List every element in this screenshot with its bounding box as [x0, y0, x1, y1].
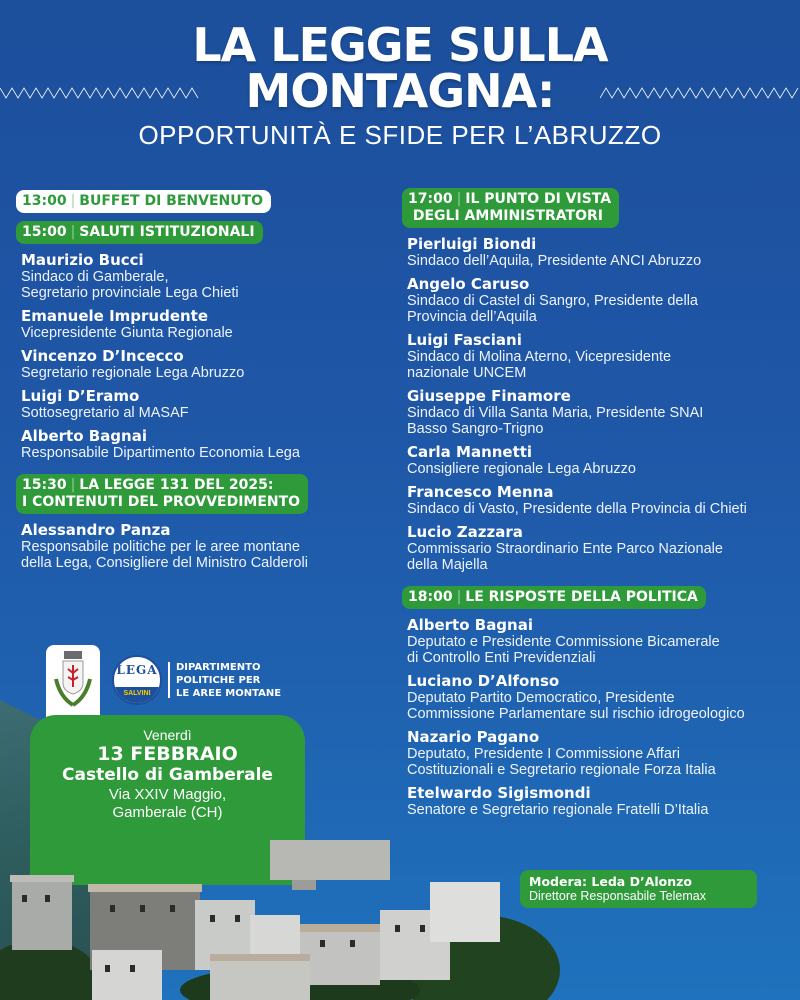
subtitle: OPPORTUNITÀ E SFIDE PER L’ABRUZZO: [138, 120, 662, 150]
speaker-item: Alberto Bagnai Responsabile Dipartimento Economia Lega: [21, 427, 300, 461]
title-line-2: MONTAGNA:: [245, 64, 555, 118]
logo-divider: [168, 662, 170, 698]
speaker-item: Luigi Fasciani Sindaco di Molina Aterno, Vicepresidente nazionale UNCEM: [407, 331, 672, 381]
event-address-line-1: Via XXIV Maggio,: [108, 786, 227, 803]
speaker-item: Nazario Pagano Deputato, Presidente I Commissione Affari Costituzionali e Segretario regionale Forza Italia: [407, 728, 716, 778]
program-right-column: [402, 188, 792, 825]
speaker-item: Vincenzo D’Incecco Segretario regionale Lega Abruzzo: [21, 347, 245, 381]
speaker-item: Giuseppe Finamore Sindaco di Villa Santa Maria, Presidente SNAI Basso Sangro-Trigno: [407, 387, 704, 437]
session-header-1700: 17:00 | IL PUNTO DI VISTA DEGLI AMMINISTRATORI: [402, 188, 619, 228]
speaker-item: Alessandro Panza Responsabile politiche per le aree montane della Lega, Consigliere del Ministro Calderoli: [21, 521, 308, 571]
speaker-item: Lucio Zazzara Commissario Straordinario Ente Parco Nazionale della Majella: [407, 523, 723, 573]
lega-salvini-logo: LEGA SALVINI: [112, 655, 162, 705]
gamberale-crest-logo: [46, 645, 100, 717]
event-date: 13 FEBBRAIO: [97, 743, 238, 765]
zigzag-decoration-right: [600, 86, 800, 100]
session-header-1530: 15:30 | LA LEGGE 131 DEL 2025: I CONTENUTI DEL PROVVEDIMENTO: [16, 474, 308, 514]
session-header-1800: 18:00 | LE RISPOSTE DELLA POLITICA: [402, 586, 706, 609]
event-weekday: Venerdì: [143, 727, 192, 743]
event-address-line-2: Gamberale (CH): [112, 804, 223, 821]
speaker-item: Luciano D’Alfonso Deputato Partito Democratico, Presidente Commissione Parlamentare sul rischio idrogeologico: [407, 672, 745, 722]
session-header-1500: 15:00 | SALUTI ISTITUZIONALI: [16, 221, 263, 244]
crest-icon: [46, 645, 100, 717]
speaker-item: Francesco Menna Sindaco di Vasto, Presidente della Provincia di Chieti: [407, 483, 747, 517]
event-venue: Castello di Gamberale: [62, 765, 273, 785]
speaker-item: Angelo Caruso Sindaco di Castel di Sangro, Presidente della Provincia dell’Aquila: [407, 275, 698, 325]
speaker-item: Etelwardo Sigismondi Senatore e Segretario regionale Fratelli D’Italia: [407, 784, 709, 818]
speaker-item: Maurizio Bucci Sindaco di Gamberale, Segretario provinciale Lega Chieti: [21, 251, 239, 301]
department-label: DIPARTIMENTO POLITICHE PER LE AREE MONTANE: [176, 662, 282, 699]
moderator-name: Modera: Leda D’Alonzo: [529, 874, 693, 889]
gamberale-village-photo: [0, 840, 560, 1000]
session-header-1300: 13:00 | BUFFET DI BENVENUTO: [16, 190, 271, 213]
moderator-box: [520, 870, 757, 908]
speaker-item: Emanuele Imprudente Vicepresidente Giunta Regionale: [21, 307, 233, 341]
speaker-item: Carla Mannetti Consigliere regionale Lega Abruzzo: [407, 443, 636, 477]
speaker-item: Pierluigi Biondi Sindaco dell’Aquila, Presidente ANCI Abruzzo: [407, 235, 702, 269]
speaker-item: Alberto Bagnai Deputato e Presidente Commissione Bicamerale di Controllo Enti Previdenziali: [407, 616, 720, 666]
zigzag-decoration-left: [0, 86, 200, 100]
title-line-1: LA LEGGE SULLA: [192, 18, 608, 72]
moderator-role: Direttore Responsabile Telemax: [529, 889, 706, 903]
program-left-column: [16, 190, 396, 578]
speaker-item: Luigi D’Eramo Sottosegretario al MASAF: [21, 387, 189, 421]
